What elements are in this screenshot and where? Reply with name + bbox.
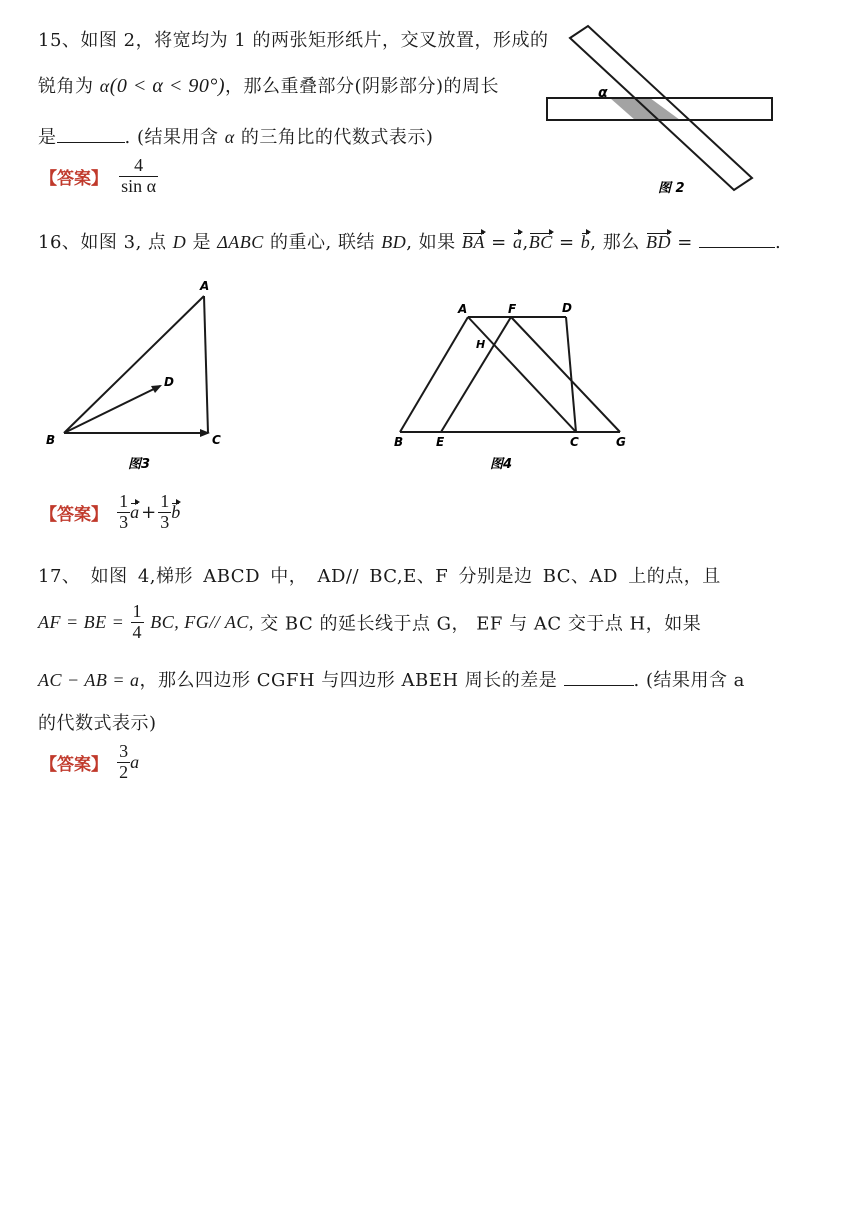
q17-answer-den: 2 <box>119 761 129 782</box>
q16-vec-BC: BC <box>528 232 553 252</box>
fig2-caption: 图 2 <box>658 181 685 196</box>
q15-answer-fraction <box>119 156 158 197</box>
q17-line2-c: 交 BC 的延长线于点 G， EF 与 AC 交于点 H，如果 <box>260 613 702 635</box>
q16-vec-BA: BA <box>461 232 485 252</box>
fig3-label-D: D <box>164 375 174 389</box>
q17-line4 <box>38 709 157 735</box>
fig4-side-AB <box>400 317 468 432</box>
q15-line3-a: 是 <box>38 127 57 148</box>
q16-text-e: , 那么 <box>590 232 640 253</box>
q17-frac-num: 1 <box>132 601 143 621</box>
q15-line2-a: 锐角为 <box>38 76 94 97</box>
q17-line1 <box>38 562 721 588</box>
fig4-caption: 图4 <box>490 457 513 472</box>
fig4-label-C: C <box>570 435 579 449</box>
q16-period: . <box>775 232 782 253</box>
fig2-angle-label: α <box>598 85 608 101</box>
fig3-side-AC <box>204 296 208 433</box>
fig3-label-B: B <box>46 433 56 447</box>
q17-line3-c: . (结果用含 a <box>633 670 745 691</box>
q15-range: (0 < α < 90°) <box>109 75 225 97</box>
q15-alpha: α <box>99 76 110 96</box>
figure-3 <box>40 278 240 478</box>
q17-fraction <box>131 602 145 643</box>
q16-answer-frac2-num: 1 <box>160 491 170 511</box>
q17-line3-b: ，那么四边形 CGFH 与四边形 ABEH 周长的差是 <box>139 670 558 691</box>
q15-line2-b: ，那么重叠部分(阴影部分)的周长 <box>225 76 500 97</box>
q17-line3-a: AC − AB = a <box>38 670 140 690</box>
q16-text-c: 的重心, 联结 <box>270 232 375 253</box>
q16-BD: BD <box>381 232 407 252</box>
q15-line1-text: 如图 2，将宽均为 1 的两张矩形纸片，交叉放置，形成的 <box>80 30 549 51</box>
q16-eq-b: = <box>558 232 575 253</box>
q15-answer-label: 【答案】 <box>40 168 108 189</box>
q17-frac-den: 4 <box>132 621 143 642</box>
q16-vec-a: a <box>512 232 523 252</box>
q16-answer-vec-a: a <box>130 501 140 522</box>
fig3-segment-BD <box>64 386 160 433</box>
fig4-side-DC <box>566 317 576 432</box>
q15-line3 <box>38 123 433 149</box>
q17-answer-label: 【答案】 <box>40 754 108 775</box>
q15-line3-c: 的三角比的代数式表示) <box>240 127 434 148</box>
q16-answer-frac1-num: 1 <box>119 491 129 511</box>
q17-answer-num: 3 <box>119 741 129 761</box>
q16-comma: , <box>522 232 529 253</box>
q15-alpha-2: α <box>224 127 235 147</box>
q15-answer-den: sin α <box>121 175 157 196</box>
fig4-label-H: H <box>476 338 486 351</box>
fig3-side-AB <box>64 296 204 433</box>
fig4-label-B: B <box>394 435 404 449</box>
fig3-caption: 图3 <box>128 457 151 472</box>
fig3-label-C: C <box>212 433 221 447</box>
q17-line2-a: AF = BE = <box>38 611 125 632</box>
q15-line2 <box>38 72 499 98</box>
q16-text-b: 是 <box>192 232 211 253</box>
fig4-label-G: G <box>616 435 626 449</box>
q15-answer <box>40 156 158 197</box>
q17-line2 <box>38 602 701 643</box>
fig3-label-A: A <box>200 279 210 293</box>
q17-line4-text: 的代数式表示) <box>38 713 157 734</box>
q17-line3 <box>38 666 745 692</box>
figure-4 <box>388 298 638 478</box>
q16-answer-plus: + <box>141 501 157 523</box>
fig4-label-A: A <box>458 302 468 316</box>
fig4-segment-EF <box>441 317 511 432</box>
q17-answer <box>40 742 139 783</box>
fig4-segment-FG <box>511 317 620 432</box>
q16-answer-label: 【答案】 <box>40 504 108 525</box>
q16-answer-frac2 <box>158 492 171 533</box>
fig4-diag-AC <box>468 317 576 432</box>
q17-line2-b: BC, FG// AC, <box>150 611 254 632</box>
fig4-label-F: F <box>508 302 517 316</box>
q16-vec-BD: BD <box>645 232 671 252</box>
q17-answer-var: a <box>130 751 140 772</box>
q17-blank <box>564 685 634 686</box>
q16-blank <box>699 247 775 248</box>
q16-point-D: D <box>172 232 187 252</box>
q17-line1-text: 17、 如图 4,梯形 ABCD 中， AD// BC,E、F 分别是边 BC、AD 上的点，且 <box>38 566 721 587</box>
q16-answer-frac1 <box>117 492 130 533</box>
q15-line3-b: . (结果用含 <box>124 127 219 148</box>
figure-2 <box>540 20 790 200</box>
fig4-label-D: D <box>562 301 572 315</box>
fig4-label-E: E <box>436 435 445 449</box>
q15-answer-num: 4 <box>134 155 144 175</box>
q16-eq-a: = <box>491 232 507 253</box>
q16-answer-frac1-den: 3 <box>119 511 129 532</box>
q16-triangle: ΔABC <box>217 232 264 252</box>
q16-answer-frac2-den: 3 <box>160 511 170 532</box>
q16-answer-vec-b: b <box>171 501 181 522</box>
q16-vec-b: b <box>580 232 591 252</box>
q16-text-d: , 如果 <box>406 232 456 253</box>
q15-line1 <box>38 26 548 52</box>
q15-blank <box>57 142 125 143</box>
q16-eq-c: = <box>677 232 693 253</box>
q16-text-a: 如图 3, 点 <box>80 232 167 253</box>
q16-number: 16、 <box>38 232 81 253</box>
q16-line <box>38 228 781 254</box>
q17-answer-fraction <box>117 742 130 783</box>
q15-number: 15、 <box>38 30 81 51</box>
q16-answer <box>40 492 180 533</box>
